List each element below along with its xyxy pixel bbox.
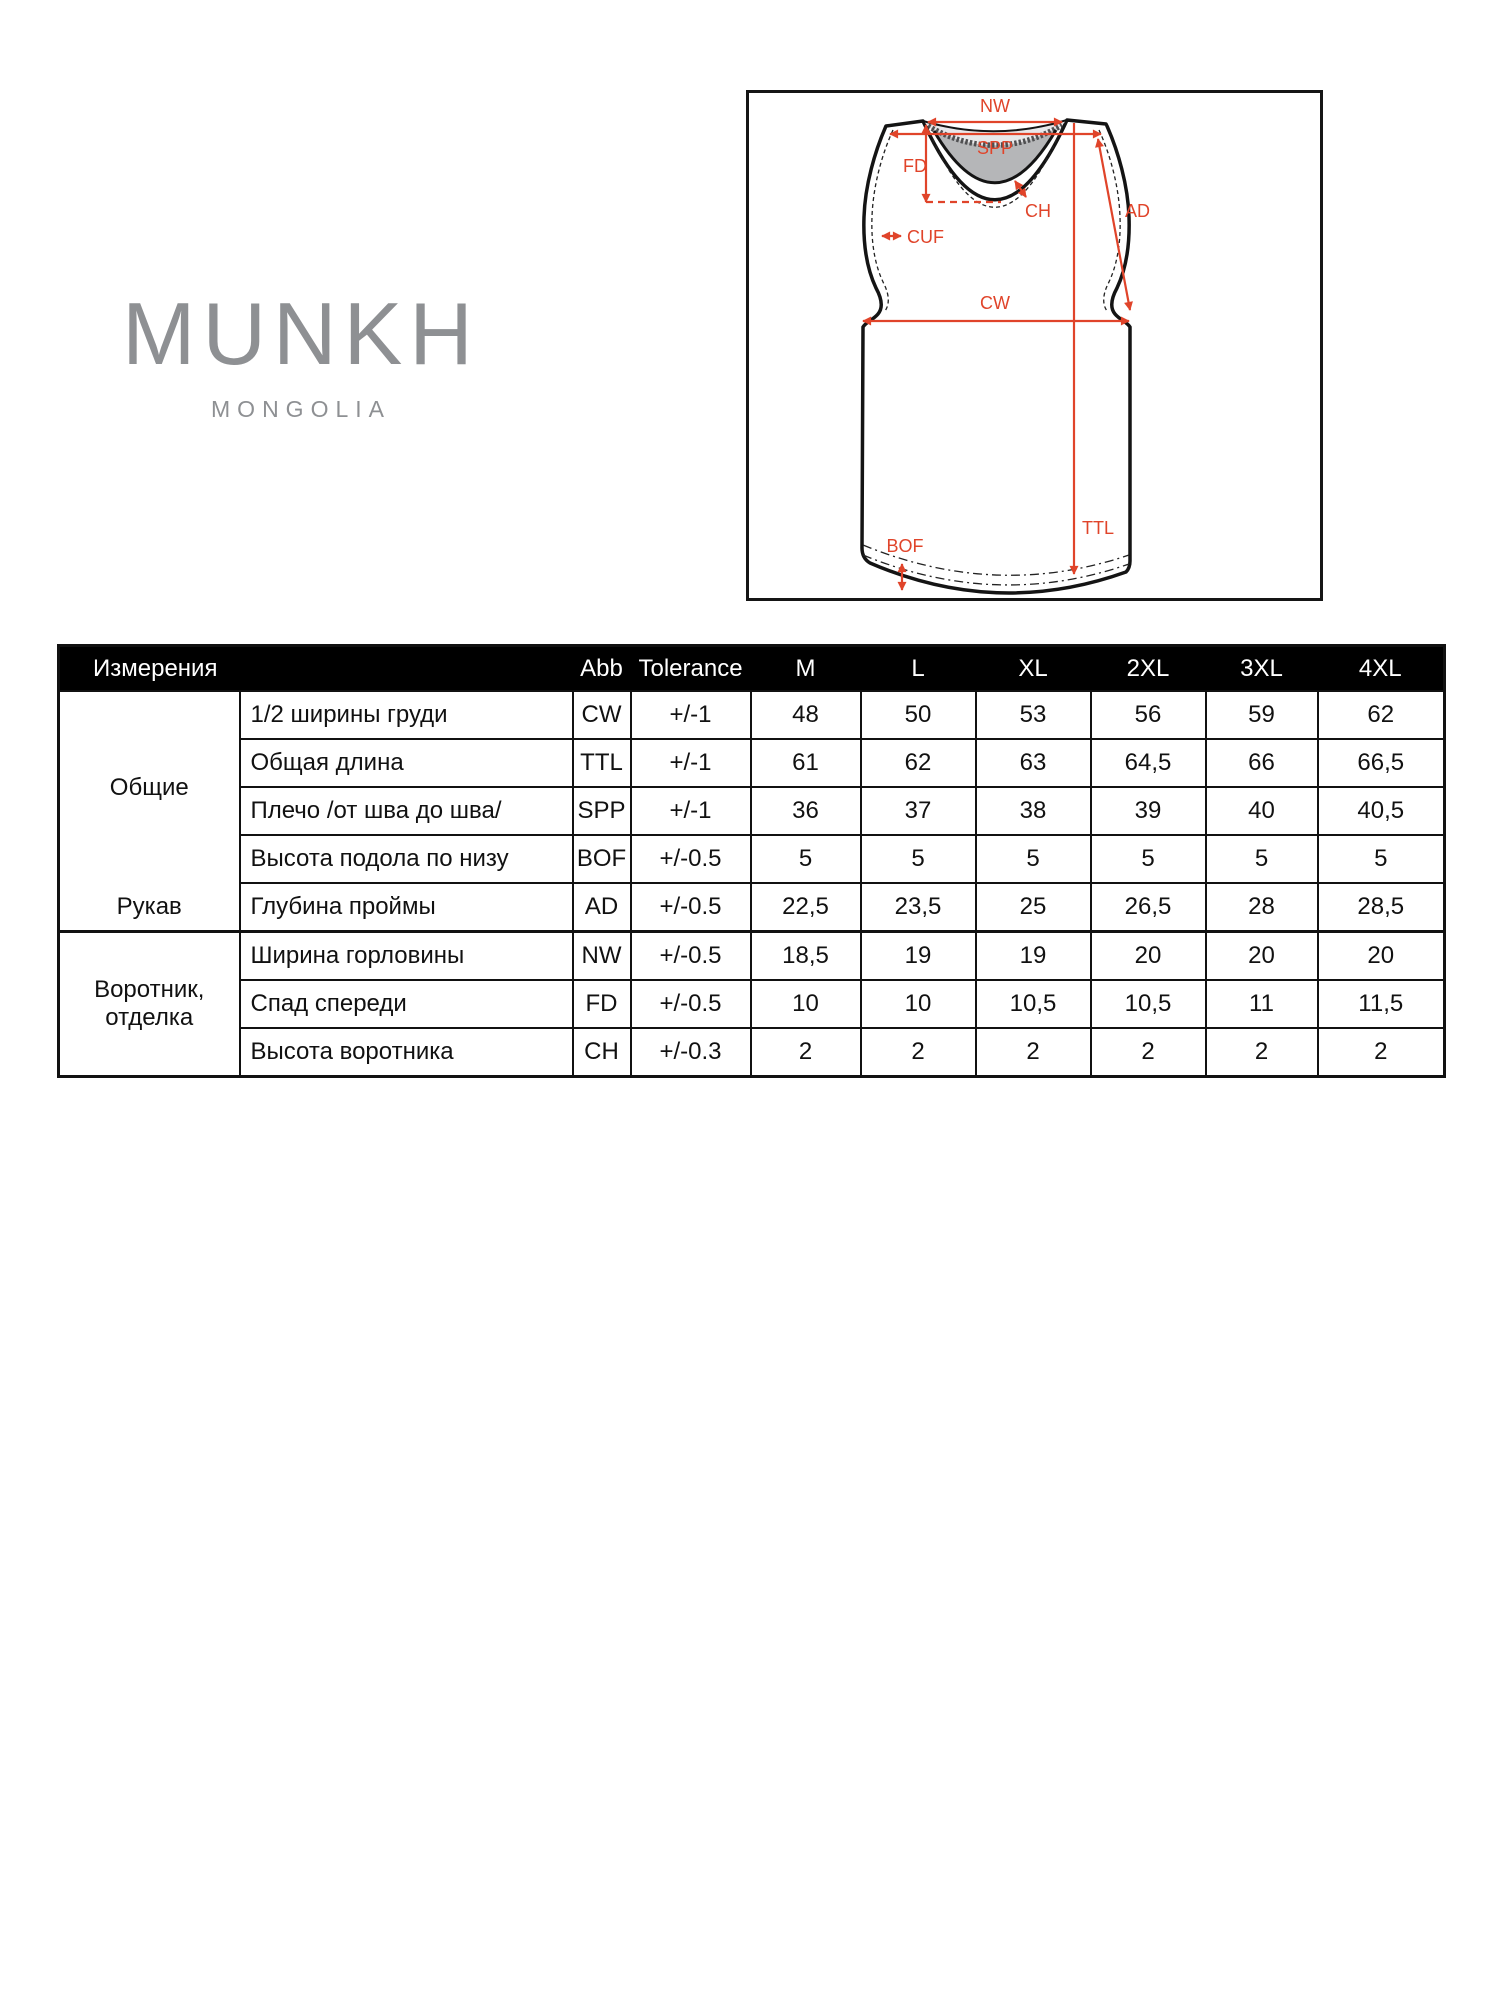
cell-value: 48 (751, 691, 861, 739)
header-size-4xl: 4XL (1318, 646, 1445, 692)
cell-value: 63 (976, 739, 1091, 787)
cell-value: 20 (1206, 932, 1318, 981)
cell-value: 2 (1206, 1028, 1318, 1077)
row-tolerance: +/-0.5 (631, 932, 751, 981)
cell-value: 37 (861, 787, 976, 835)
garment-diagram-frame (746, 90, 1323, 601)
row-name: Высота подола по низу (240, 835, 573, 883)
cell-value: 10,5 (1091, 980, 1206, 1028)
row-name: Общая длина (240, 739, 573, 787)
header-tolerance: Tolerance (631, 646, 751, 692)
cell-value: 10 (751, 980, 861, 1028)
cuf-label: CUF (907, 227, 944, 247)
cell-value: 2 (751, 1028, 861, 1077)
table-row (59, 739, 1445, 787)
row-name: Плечо /от шва до шва/ (240, 787, 573, 835)
cell-value: 53 (976, 691, 1091, 739)
bof-label: BOF (886, 536, 924, 556)
cell-value: 2 (861, 1028, 976, 1077)
cell-value: 20 (1318, 932, 1445, 981)
cell-value: 40,5 (1318, 787, 1445, 835)
row-abb: TTL (573, 739, 631, 787)
cell-value: 39 (1091, 787, 1206, 835)
row-tolerance: +/-0.5 (631, 980, 751, 1028)
cw-label: CW (980, 293, 1010, 313)
cell-value: 36 (751, 787, 861, 835)
spp-label: SPP (976, 138, 1014, 158)
cell-value: 22,5 (751, 883, 861, 932)
header-size-2xl: 2XL (1091, 646, 1206, 692)
cell-value: 10,5 (976, 980, 1091, 1028)
cell-value: 20 (1091, 932, 1206, 981)
brand-name: MUNKH (122, 284, 480, 383)
cell-value: 5 (1091, 835, 1206, 883)
table-row (59, 835, 1445, 883)
group-label-sleeve: Рукав (59, 883, 240, 932)
cell-value: 23,5 (861, 883, 976, 932)
cell-value: 2 (1091, 1028, 1206, 1077)
row-tolerance: +/-0.5 (631, 883, 751, 932)
row-name: Высота воротника (240, 1028, 573, 1077)
table-row (59, 883, 1445, 932)
cell-value: 10 (861, 980, 976, 1028)
cell-value: 26,5 (1091, 883, 1206, 932)
brand-subtitle: MONGOLIA (211, 396, 391, 422)
cell-value: 28 (1206, 883, 1318, 932)
table-row (59, 1028, 1445, 1077)
cell-value: 64,5 (1091, 739, 1206, 787)
row-abb: CH (573, 1028, 631, 1077)
row-tolerance: +/-0.5 (631, 835, 751, 883)
cell-value: 40 (1206, 787, 1318, 835)
cell-value: 38 (976, 787, 1091, 835)
group-label-general: Общие (59, 691, 240, 883)
cell-value: 11,5 (1318, 980, 1445, 1028)
row-name: Глубина проймы (240, 883, 573, 932)
table-row (59, 787, 1445, 835)
header-measurements: Измерения (59, 646, 573, 692)
ad-label: AD (1125, 201, 1151, 221)
ttl-label: TTL (1082, 518, 1115, 538)
row-name: 1/2 ширины груди (240, 691, 573, 739)
cell-value: 56 (1091, 691, 1206, 739)
cell-value: 50 (861, 691, 976, 739)
row-abb: CW (573, 691, 631, 739)
header-row (59, 646, 1445, 692)
row-name: Ширина горловины (240, 932, 573, 981)
cell-value: 66,5 (1318, 739, 1445, 787)
row-name: Спад спереди (240, 980, 573, 1028)
row-tolerance: +/-1 (631, 691, 751, 739)
header-size-l: L (861, 646, 976, 692)
table-row (59, 932, 1445, 981)
row-abb: FD (573, 980, 631, 1028)
row-abb: BOF (573, 835, 631, 883)
brand-logo (118, 284, 484, 423)
cell-value: 25 (976, 883, 1091, 932)
cell-value: 59 (1206, 691, 1318, 739)
cell-value: 19 (976, 932, 1091, 981)
cell-value: 28,5 (1318, 883, 1445, 932)
cell-value: 61 (751, 739, 861, 787)
row-abb: NW (573, 932, 631, 981)
row-tolerance: +/-1 (631, 739, 751, 787)
header-size-m: M (751, 646, 861, 692)
cell-value: 11 (1206, 980, 1318, 1028)
tank-top-diagram (749, 93, 1320, 598)
cell-value: 18,5 (751, 932, 861, 981)
group-label-collar: Воротник, отделка (59, 932, 240, 1077)
cell-value: 5 (751, 835, 861, 883)
header-size-3xl: 3XL (1206, 646, 1318, 692)
cell-value: 5 (1206, 835, 1318, 883)
cell-value: 62 (861, 739, 976, 787)
table-row (59, 980, 1445, 1028)
row-tolerance: +/-1 (631, 787, 751, 835)
cell-value: 2 (976, 1028, 1091, 1077)
table-row (59, 691, 1445, 739)
header-size-xl: XL (976, 646, 1091, 692)
row-abb: SPP (573, 787, 631, 835)
cell-value: 66 (1206, 739, 1318, 787)
row-tolerance: +/-0.3 (631, 1028, 751, 1077)
cell-value: 5 (1318, 835, 1445, 883)
nw-label: NW (980, 96, 1010, 116)
fd-label: FD (903, 156, 927, 176)
size-chart-table (57, 644, 1446, 1078)
cell-value: 2 (1318, 1028, 1445, 1077)
header-abb: Abb (573, 646, 631, 692)
ch-label: CH (1025, 201, 1051, 221)
cell-value: 62 (1318, 691, 1445, 739)
row-abb: AD (573, 883, 631, 932)
cell-value: 5 (976, 835, 1091, 883)
cell-value: 19 (861, 932, 976, 981)
cell-value: 5 (861, 835, 976, 883)
